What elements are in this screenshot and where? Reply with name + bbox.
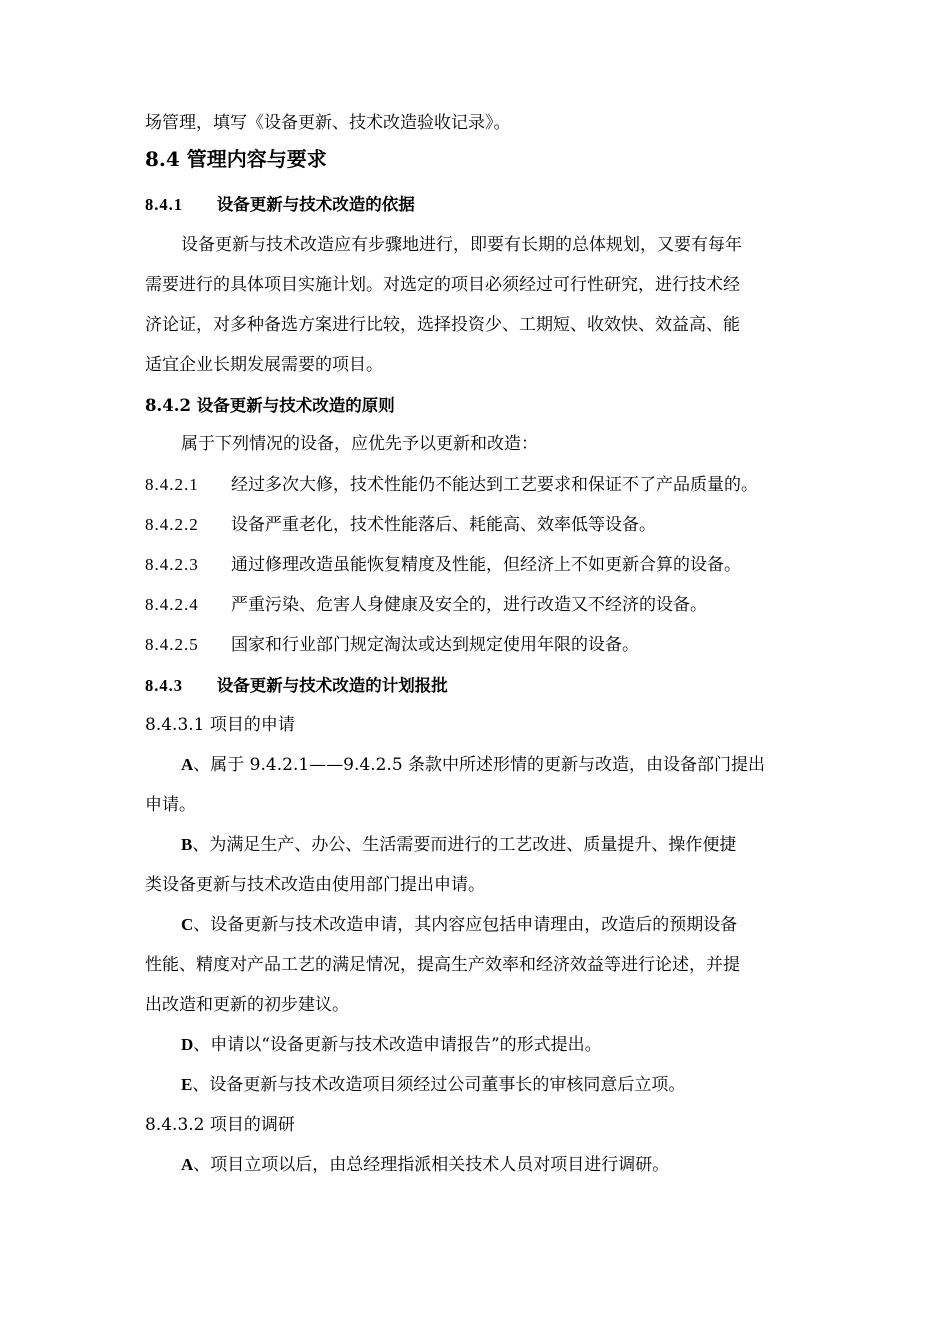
section-number: 8.4.3 bbox=[145, 676, 183, 695]
section-title: 管理内容与要求 bbox=[186, 147, 327, 171]
intro-line: 场管理，填写《设备更新、技术改造验收记录》。 bbox=[145, 113, 511, 133]
item-b-continuation: 类设备更新与技术改造由使用部门提出申请。 bbox=[145, 875, 485, 895]
item-c-line bbox=[181, 914, 737, 936]
item-lead-letter: A bbox=[181, 755, 194, 774]
section-number: 8.4.2 bbox=[145, 396, 191, 415]
paragraph-line: 属于下列情况的设备，应优先予以更新和改造： bbox=[181, 434, 538, 454]
item-lead-letter: C bbox=[181, 915, 194, 934]
section-8-4-3-heading bbox=[145, 675, 448, 697]
item-text: 、属于 9.4.2.1——9.4.2.5 条款中所述形情的更新与改造，由设备部门提出 bbox=[193, 755, 766, 775]
subsection-title: 项目的调研 bbox=[209, 1115, 295, 1135]
list-item bbox=[145, 594, 707, 616]
subsection-8-4-3-1-heading bbox=[145, 714, 295, 736]
subsection-number: 8.4.3.1 bbox=[145, 715, 205, 735]
item-text: 、设备更新与技术改造申请，其内容应包括申请理由，改造后的预期设备 bbox=[193, 915, 738, 935]
section-8-4-2-heading bbox=[145, 395, 395, 417]
item-lead-letter: D bbox=[181, 1035, 194, 1054]
item-text: 、申请以“设备更新与技术改造申请报告”的形式提出。 bbox=[193, 1035, 602, 1055]
item-text: 、为满足生产、办公、生活需要而进行的工艺改进、质量提升、操作便捷 bbox=[192, 835, 737, 855]
item-e-line bbox=[181, 1074, 685, 1096]
section-number: 8.4.1 bbox=[145, 195, 183, 214]
item-number: 8.4.2.4 bbox=[145, 595, 199, 614]
item-lead-letter: B bbox=[181, 835, 193, 854]
item-number: 8.4.2.5 bbox=[145, 635, 199, 654]
section-8-4-1-heading bbox=[145, 194, 415, 216]
list-item bbox=[145, 474, 758, 496]
list-item bbox=[145, 634, 639, 656]
item-number: 8.4.2.2 bbox=[145, 515, 199, 534]
list-item bbox=[145, 514, 656, 536]
item-text: 经过多次大修，技术性能仍不能达到工艺要求和保证不了产品质量的。 bbox=[231, 475, 758, 495]
section-8-4-heading bbox=[145, 148, 327, 170]
item-text: 国家和行业部门规定淘汰或达到规定使用年限的设备。 bbox=[231, 635, 639, 655]
paragraph-line: 适宜企业长期发展需要的项目。 bbox=[145, 355, 383, 375]
item-text: 严重污染、危害人身健康及安全的，进行改造又不经济的设备。 bbox=[231, 595, 707, 615]
list-item bbox=[145, 554, 741, 576]
subsection-8-4-3-2-heading bbox=[145, 1114, 295, 1136]
item-a-line bbox=[181, 754, 765, 776]
item-a-line bbox=[181, 1154, 669, 1176]
item-text: 、设备更新与技术改造项目须经过公司董事长的审核同意后立项。 bbox=[192, 1075, 686, 1095]
paragraph-line: 设备更新与技术改造应有步骤地进行，即要有长期的总体规划，又要有每年 bbox=[181, 235, 742, 255]
item-text: 通过修理改造虽能恢复精度及性能，但经济上不如更新合算的设备。 bbox=[231, 555, 741, 575]
paragraph-line: 济论证，对多种备选方案进行比较，选择投资少、工期短、收效快、效益高、能 bbox=[145, 315, 740, 335]
section-title: 设备更新与技术改造的原则 bbox=[196, 396, 395, 415]
item-b-line bbox=[181, 834, 736, 856]
item-d-line bbox=[181, 1034, 602, 1056]
item-lead-letter: A bbox=[181, 1155, 194, 1174]
item-number: 8.4.2.3 bbox=[145, 555, 199, 574]
section-number: 8.4 bbox=[145, 147, 180, 171]
subsection-number: 8.4.3.2 bbox=[145, 1115, 205, 1135]
section-title: 设备更新与技术改造的计划报批 bbox=[216, 676, 448, 695]
section-title: 设备更新与技术改造的依据 bbox=[216, 195, 415, 214]
item-text: 设备严重老化，技术性能落后、耗能高、效率低等设备。 bbox=[231, 515, 656, 535]
item-number: 8.4.2.1 bbox=[145, 475, 199, 494]
paragraph-line: 需要进行的具体项目实施计划。对选定的项目必须经过可行性研究，进行技术经 bbox=[145, 275, 740, 295]
subsection-title: 项目的申请 bbox=[209, 715, 295, 735]
item-text: 、项目立项以后，由总经理指派相关技术人员对项目进行调研。 bbox=[193, 1155, 670, 1175]
item-a-continuation: 申请。 bbox=[145, 795, 196, 815]
item-lead-letter: E bbox=[181, 1075, 193, 1094]
item-c-continuation: 出改造和更新的初步建议。 bbox=[145, 995, 349, 1015]
item-c-continuation: 性能、精度对产品工艺的满足情况，提高生产效率和经济效益等进行论述，并提 bbox=[145, 955, 740, 975]
